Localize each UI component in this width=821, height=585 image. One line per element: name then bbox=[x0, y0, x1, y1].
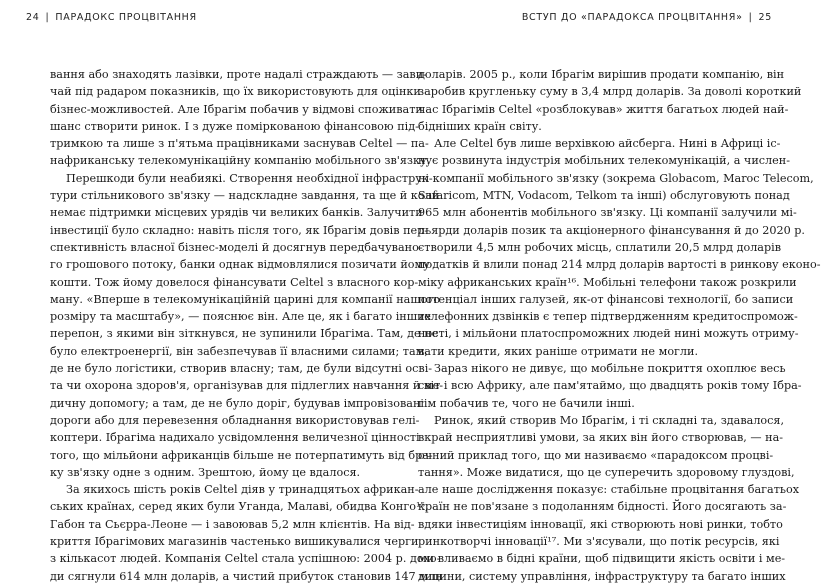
text-line: країн не пов'язане з подоланням бідності. Його досягають за- bbox=[418, 500, 787, 514]
text-line: ку зв'язку одне з одним. Зрештою, йому це вдалося. bbox=[50, 465, 361, 479]
text-line: тання». Може видатися, що це суперечить здоровому глуздові, bbox=[418, 465, 795, 479]
text-line: перепон, з якими він зіткнувся, не зупинили Ібрагіма. Там, де не bbox=[50, 327, 439, 341]
text-line: розміру та масштабу», — пояснює він. Але це, як і багато інших bbox=[50, 310, 431, 324]
text-line: але наше дослідження показує: стабільне процвітання багатьох bbox=[418, 483, 800, 497]
text-line: гім побачив те, чого не бачили інші. bbox=[418, 396, 635, 410]
text-line: тури стільникового зв'язку — надскладне завдання, та ще й коли bbox=[50, 189, 440, 203]
text-line: ні компанії мобільного зв'язку (зокрема Globacom, Maroc Telecom, bbox=[418, 171, 814, 185]
text-line: де не було логістики, створив власну; там, де були відсутні осві- bbox=[50, 362, 433, 376]
text-line: спективність власної бізнес-моделі й досягнув передбачувано- bbox=[50, 240, 423, 254]
text-line: дицини, систему управління, інфраструктуру та багато інших bbox=[418, 569, 786, 583]
text-line: було електроенергії, він забезпечував її власними силами; там, bbox=[50, 344, 428, 358]
text-line: та чи охорона здоров'я, організував для підлеглих навчання й ме- bbox=[50, 379, 444, 393]
text-line: дороги або для перевезення обладнання використовував гелі- bbox=[50, 413, 420, 427]
right-body-text bbox=[418, 66, 821, 585]
text-line: доларів. 2005 р., коли Ібрагім вирішив продати компанію, він bbox=[418, 68, 785, 81]
left-running-header bbox=[26, 12, 197, 23]
left-running-head-title: ПАРАДОКС ПРОЦВІТАННЯ bbox=[55, 12, 197, 23]
text-line: вдяки інвестиціям інновації, які створюють нові ринки, тобто bbox=[418, 517, 783, 531]
text-line: вати кредити, яких раніше отримати не могли. bbox=[418, 344, 699, 358]
text-line: го грошового потоку, банки однак відмовлялися позичати йому bbox=[50, 258, 430, 272]
right-page-number: 25 bbox=[758, 12, 772, 23]
text-line: ності, і мільйони платоспроможних людей нині можуть отриму- bbox=[418, 327, 799, 341]
text-line: немає підтримки місцевих урядів чи великих банків. Залучити bbox=[50, 206, 423, 220]
text-line: тримкою та лише з п'ятьма працівниками заснував Celtel — па- bbox=[50, 137, 429, 151]
text-line: час Ібрагімів Celtel «розблокував» життя багатьох людей най- bbox=[418, 102, 789, 116]
text-line: телефонних дзвінків є тепер підтвердженням кредитоспромож- bbox=[418, 310, 798, 324]
text-line: бідніших країн світу. bbox=[418, 119, 542, 133]
left-page-number: 24 bbox=[26, 12, 40, 23]
text-line: ди сягнули 614 млн доларів, а чистий прибуток становив 147 млн bbox=[50, 569, 443, 583]
text-line: ринкотворчі інновації¹⁷. Ми з'ясували, що потік ресурсів, які bbox=[418, 535, 780, 549]
text-line: За якихось шість років Celtel діяв у тринадцятьох африкан- bbox=[66, 483, 419, 497]
text-line: ману. «Вперше в телекомунікаційній царині для компанії нашого bbox=[50, 292, 441, 306]
text-line: заробив кругленьку суму в 3,4 млрд доларів. За доволі короткий bbox=[418, 85, 802, 99]
text-line: Перешкоди були неабиякі. Створення необхідної інфраструк- bbox=[66, 171, 433, 185]
text-line: криття Ібрагімових магазинів частенько вишикувалися черги bbox=[50, 535, 419, 549]
right-running-head-title: ВСТУП ДО «ПАРАДОКСА ПРОЦВІТАННЯ» bbox=[521, 12, 743, 23]
text-line: кошти. Тож йому довелося фінансувати Celtel з власного кор- bbox=[50, 275, 419, 289]
text-line: світ і всю Африку, але пам'ятаймо, що двадцять років тому Ібра- bbox=[418, 379, 802, 393]
text-line: нує розвинута індустрія мобільних телекомунікацій, а числен- bbox=[418, 154, 791, 168]
left-body-text bbox=[50, 66, 444, 585]
text-line: податків й влили понад 214 млрд доларів вартості в ринкову еконо- bbox=[418, 258, 821, 272]
text-line: коптери. Ібрагіма надихало усвідомлення величезної цінності bbox=[50, 431, 420, 445]
text-line: чай під радаром показників, що їх використовують для оцінки bbox=[50, 85, 421, 99]
text-line: інвестиції було складно: навіть після того, як Ібрагім довів пер- bbox=[50, 223, 429, 237]
text-line: з кількасот людей. Компанія Celtel стала успішною: 2004 р. дохо- bbox=[50, 552, 441, 566]
text-line: потенціал інших галузей, як-от фінансові технології, бо записи bbox=[418, 292, 794, 306]
text-line: міку африканських країн¹⁶. Мобільні телефони також розкрили bbox=[418, 275, 797, 289]
text-line: Safaricom, MTN, Vodacom, Telkom та інші) обслуговують понад bbox=[418, 189, 790, 203]
text-line: льярди доларів позик та акціонерного фінансування й до 2020 р. bbox=[418, 223, 805, 237]
text-line: ських країнах, серед яких були Уганда, Малаві, обидва Конго¹⁵, bbox=[50, 500, 429, 514]
right-page bbox=[400, 0, 821, 583]
text-line: Зараз нікого не дивує, що мобільне покриття охоплює весь bbox=[434, 362, 786, 376]
header-separator: | bbox=[748, 12, 753, 23]
text-line: дичну допомогу; а там, де не було доріг, будував імпровізовані bbox=[50, 396, 424, 410]
text-line: 965 млн абонентів мобільного зв'язку. Ці компанії залучили мі- bbox=[418, 206, 797, 220]
text-line: Але Celtel був лише верхівкою айсберга. Нині в Африці іс- bbox=[434, 137, 781, 151]
text-line: Ринок, який створив Мо Ібрагім, і ті складні та, здавалося, bbox=[434, 413, 785, 427]
text-line: бізнес-можливостей. Але Ібрагім побачив у відмові споживати bbox=[50, 102, 423, 116]
text-line: створили 4,5 млн робочих місць, сплатили 20,5 млрд доларів bbox=[418, 240, 782, 254]
text-line: нафриканську телекомунікаційну компанію мобільного зв'язку. bbox=[50, 154, 431, 168]
header-separator: | bbox=[45, 12, 50, 23]
right-running-header bbox=[522, 12, 772, 23]
text-line: очний приклад того, що ми називаємо «парадоксом процві- bbox=[418, 448, 774, 462]
text-line: ми вливаємо в бідні країни, щоб підвищити якість освіти і ме- bbox=[418, 552, 786, 566]
text-line: Габон та Сьєрра-Леоне — і завоював 5,2 млн клієнтів. На від- bbox=[50, 517, 415, 531]
text-line: шанс створити ринок. І з дуже поміркованою фінансовою під- bbox=[50, 119, 419, 133]
text-line: того, що мільйони африканців більше не потерпатимуть від бра- bbox=[50, 448, 433, 462]
text-line: вання або знаходять лазівки, проте надалі страждають — зави- bbox=[50, 68, 427, 81]
text-line: вкрай несприятливі умови, за яких він його створював, — на- bbox=[418, 431, 784, 445]
